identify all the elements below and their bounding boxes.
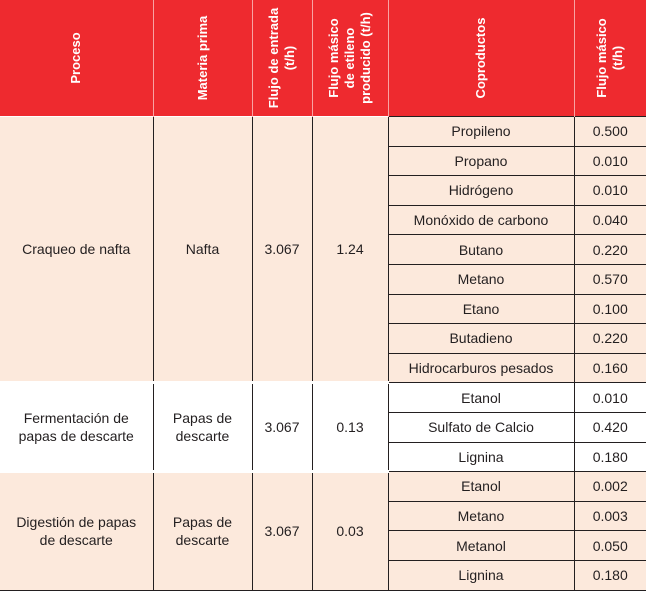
flujo-masico-cell: 0.180 [574, 560, 646, 590]
table-row [0, 117, 646, 147]
flujo-masico-cell: 0.220 [574, 324, 646, 354]
coproducto-cell: Sulfato de Calcio [388, 412, 574, 442]
flujo-masico-cell: 0.040 [574, 205, 646, 235]
coproducto-cell: Metano [388, 501, 574, 531]
coproducto-cell: Lignina [388, 442, 574, 472]
materia-prima-line: Papas de [172, 410, 233, 427]
flujo-masico-cell: 0.010 [574, 176, 646, 206]
materia-prima-line: descarte [175, 428, 230, 445]
materia-prima-line: Papas de [172, 514, 233, 531]
proceso-line: Fermentación de [23, 410, 129, 427]
flujo-masico-cell: 0.050 [574, 531, 646, 561]
table-row [0, 472, 646, 502]
flujo-etileno-cell: 1.24 [312, 117, 388, 383]
header-flujo-masico-line: (t/h) [610, 45, 626, 71]
flujo-masico-cell: 0.180 [574, 442, 646, 472]
materia-prima-cell [153, 383, 252, 472]
flujo-masico-cell: 0.500 [574, 117, 646, 147]
flujo-etileno-cell: 0.13 [312, 383, 388, 472]
header-flujo-masico [574, 0, 646, 117]
header-flujo-etileno-line: de etileno [342, 27, 357, 89]
proceso-cell: Craqueo de nafta [0, 117, 153, 383]
header-materia-prima: Materia prima [153, 0, 252, 117]
header-flujo-masico-line: Flujo másico [594, 18, 610, 98]
coproducto-cell: Hidrógeno [388, 176, 574, 206]
header-coproductos: Coproductos [388, 0, 574, 117]
coproducto-cell: Etanol [388, 383, 574, 413]
header-row [0, 0, 646, 117]
flujo-masico-cell: 0.010 [574, 146, 646, 176]
flujo-masico-cell: 0.420 [574, 412, 646, 442]
coproducto-cell: Etanol [388, 472, 574, 502]
header-flujo-etileno-line: producido (t/h) [358, 12, 373, 104]
flujo-masico-cell: 0.570 [574, 264, 646, 294]
flujo-entrada-cell: 3.067 [252, 117, 312, 383]
materia-prima-line: descarte [175, 532, 230, 549]
flujo-masico-cell: 0.003 [574, 501, 646, 531]
coproducto-cell: Propileno [388, 117, 574, 147]
coproducto-cell: Etano [388, 294, 574, 324]
coproducto-cell: Lignina [388, 560, 574, 590]
flujo-etileno-cell: 0.03 [312, 472, 388, 590]
table-row [0, 383, 646, 413]
flujo-masico-cell: 0.010 [574, 383, 646, 413]
header-flujo-etileno [312, 0, 388, 117]
flujo-masico-cell: 0.220 [574, 235, 646, 265]
coproducto-cell: Metano [388, 264, 574, 294]
coproducto-cell: Butano [388, 235, 574, 265]
materia-prima-cell: Nafta [153, 117, 252, 383]
header-proceso: Proceso [0, 0, 153, 117]
proceso-cell [0, 472, 153, 590]
coproducto-cell: Propano [388, 146, 574, 176]
coproducto-cell: Butadieno [388, 324, 574, 354]
flujo-entrada-cell: 3.067 [252, 383, 312, 472]
proceso-line: de descarte [39, 532, 113, 549]
proceso-line: papas de descarte [18, 428, 134, 445]
header-flujo-entrada [252, 0, 312, 117]
flujo-masico-cell: 0.100 [574, 294, 646, 324]
coproducto-cell: Hidrocarburos pesados [388, 353, 574, 383]
header-flujo-entrada-line: Flujo de entrada [266, 7, 281, 109]
flujo-masico-cell: 0.160 [574, 353, 646, 383]
materia-prima-cell [153, 472, 252, 590]
flujo-masico-cell: 0.002 [574, 472, 646, 502]
header-flujo-etileno-line: Flujo másico [326, 18, 341, 98]
header-flujo-entrada-line: (t/h) [282, 45, 297, 71]
coproducto-cell: Metanol [388, 531, 574, 561]
proceso-cell [0, 383, 153, 472]
flujo-entrada-cell: 3.067 [252, 472, 312, 590]
coproducto-cell: Monóxido de carbono [388, 205, 574, 235]
proceso-line: Digestión de papas [16, 514, 137, 531]
